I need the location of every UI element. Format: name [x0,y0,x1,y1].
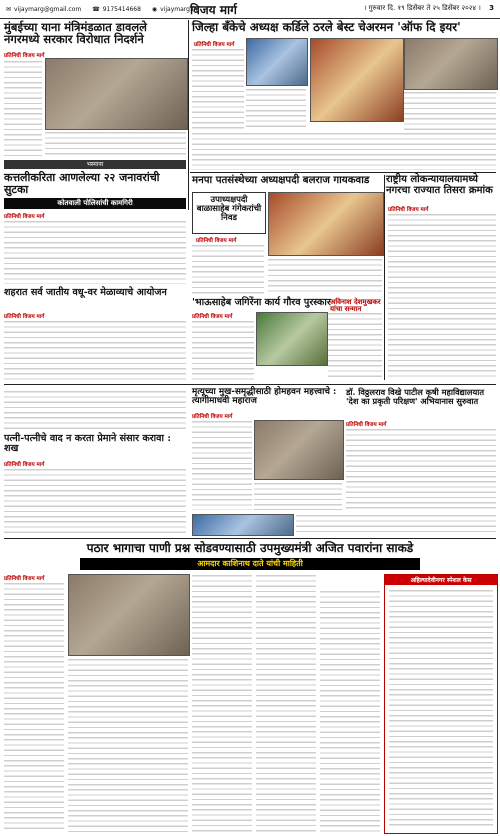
photo-a2c [404,38,498,90]
body-a6 [192,244,264,294]
body-a13-c3 [192,574,252,832]
body-a10b [254,482,342,510]
body-a4 [268,258,382,294]
photo-a10 [254,420,344,480]
divider-h2 [4,384,496,385]
email-icon: ✉ [6,5,12,13]
divider-h3 [4,538,496,539]
byline-a13: प्रतिनिधी विजय मार्ग [4,576,45,582]
headline-a6: उपाध्यक्षपदी बाळासाहेब गंगेकरांची निवड [196,194,262,222]
body-a3 [4,220,186,284]
headline-a13: पठार भागाचा पाणी प्रश्न सोडवण्यासाठी उपमुख्यमंत्री अजित पवारांना साकडे [86,541,414,555]
body-a1-col1 [4,60,42,156]
tag-a14: अहिल्यादेवीनगर स्पेशल केस [385,575,497,585]
body-a1-col2 [45,131,186,156]
body-a14 [389,589,493,829]
body-mid [296,514,496,534]
headline-a5: राष्ट्रीय लोकन्यायालयामध्ये नगरचा राज्यात तिसरा क्रमांक [386,174,493,196]
photo-mid [192,514,294,536]
body-a11 [346,428,496,510]
photo-a2b [310,38,404,122]
body-a2-col2 [246,88,306,130]
box-a6 [192,192,266,234]
headline-a10: मृत्यूच्या मुख-समृद्धीसाठी होमहवन महत्त्वाचे : त्यागीमाधवी महाराज [192,387,337,407]
body-a2-col1 [192,48,244,130]
byline-a9: प्रतिनिधी विजय मार्ग [4,314,45,320]
byline-a5: प्रतिनिधी विजय मार्ग [388,207,429,213]
headline-a9: शहरात सर्व जातीय वधू-वर मेळाव्याचे आयोजन [4,287,167,298]
byline-a1: प्रतिनिधी विजय मार्ग [4,53,45,59]
masthead: विजय मार्ग [190,3,237,17]
body-a13-c4 [256,574,316,832]
headline-a7: 'भाऊसाहेब जगिरेंना कार्य गौरव पुरस्कार [192,297,331,308]
headline-a1: मुंबईच्या याना मंत्रिमंडळात डावलले नगरमध्ये सरकार विरोधात निदर्शने [4,20,147,47]
headline-a3: कत्तलीकरिता आणलेल्या २२ जनावरांची सुटका [4,171,160,196]
photo-a1 [45,58,188,130]
body-a10 [192,420,252,510]
byline-a2: प्रतिनिधी विजय मार्ग [194,42,235,48]
headline-a12: पत्नी-पत्नीचे वाद न करता प्रेमाने संसार करावा : शख [4,433,171,455]
web-icon: ◉ [151,5,158,13]
body-a5 [388,213,496,378]
body-a7b [328,312,382,380]
page-number: 3 [489,4,494,12]
site-text: vijaymarg.in [160,5,198,13]
body-a13-c5 [320,590,380,832]
byline-a7: प्रतिनिधी विजय मार्ग [192,314,233,320]
email-text: vijaymarg@gmail.com [14,5,82,13]
byline-a12: प्रतिनिधी विजय मार्ग [4,462,45,468]
phone-icon: ☎ [92,5,100,13]
phone-text: 9175414668 [102,5,141,13]
byline-a11: प्रतिनिधी विजय मार्ग [346,422,387,428]
headline-a2: जिल्हा बँकेचे अध्यक्ष कर्डिले ठरले बेस्ट चेअरमन 'ऑफ दि इयर' [192,20,461,34]
photo-a2a [246,38,308,86]
top-bar [0,0,500,19]
photo-a4 [268,192,384,256]
headline-a4: मनपा पतसंस्थेच्या अध्यक्षपदी बलराज गायकवाड [192,174,370,186]
subhead-a3: कोतवाली पोलिसांची कामगिरी [4,198,186,209]
divider-v1 [188,20,189,210]
divider-h1 [190,172,496,173]
body-a9 [4,320,186,382]
dateline: । गुरुवार दि. १९ डिसेंबर ते २५ डिसेंबर २०२४ । 3 [363,4,494,12]
body-a9b [4,390,186,430]
body-a12 [4,468,186,534]
section-band: भस्माना [4,160,186,169]
body-a13-c2 [68,658,188,832]
byline-a3: प्रतिनिधी विजय मार्ग [4,214,45,220]
body-a13-c1 [4,582,64,832]
body-a2-col3 [404,91,496,130]
photo-a7 [256,312,328,366]
box-a14 [384,574,498,834]
body-a2-col4 [192,132,496,170]
headline-a11: डॉ. विठ्ठलराव विखे पाटील कृषी महाविद्यालयात 'देश का प्रकृती परिक्षण' अभियानास सुरुवात [346,387,485,406]
divider-v2 [384,175,385,380]
body-a7 [192,320,254,380]
photo-a13 [68,574,190,656]
headline-a8: अविनाश देशमुखकर यांचा सन्मान [330,297,381,314]
byline-a6: प्रतिनिधी विजय मार्ग [196,238,237,244]
subhead-a13: आमदार काशिनाथ दाते यांची माहिती [80,558,420,570]
byline-a10: प्रतिनिधी विजय मार्ग [192,414,233,420]
